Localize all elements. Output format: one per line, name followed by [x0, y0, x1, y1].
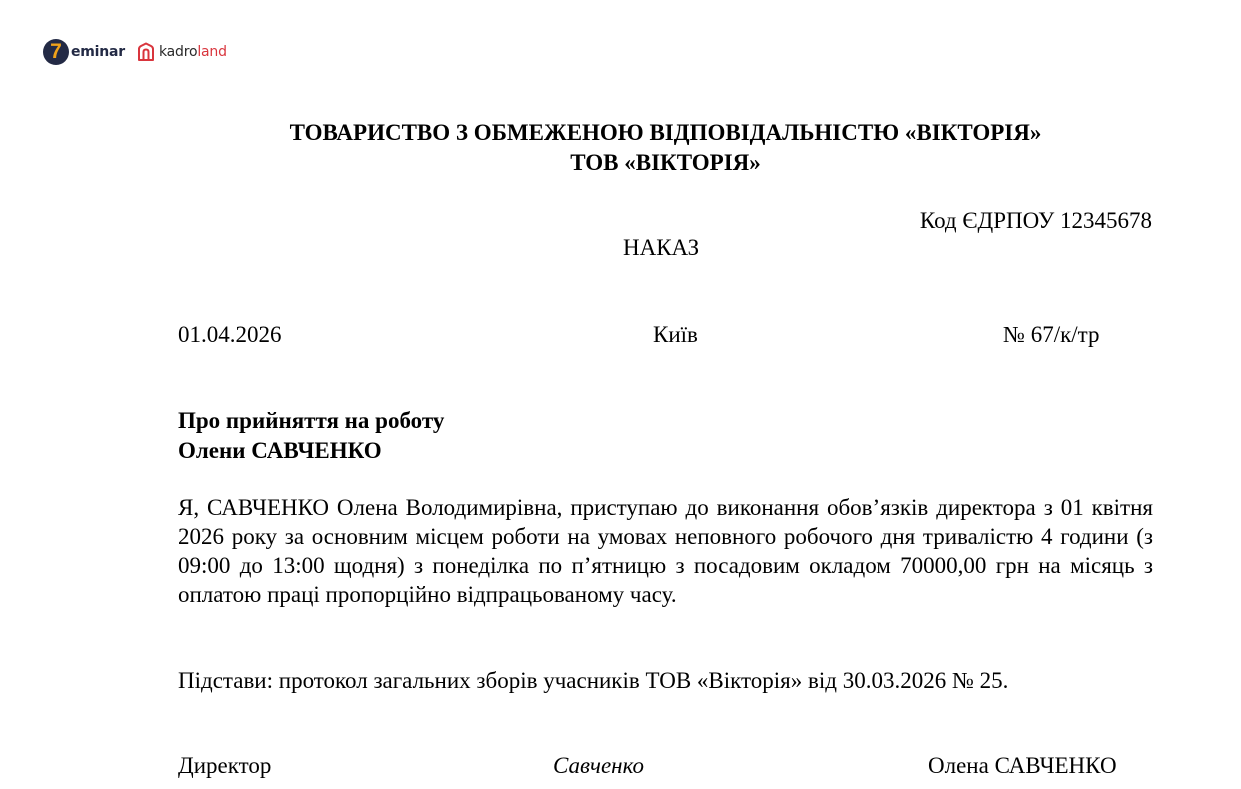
document-number: № 67/к/тр — [1003, 322, 1100, 347]
kadroland-logo — [137, 42, 227, 62]
signature: Савченко — [553, 753, 644, 778]
signatory-name: Олена САВЧЕНКО — [928, 753, 1117, 778]
subject-line-1: Про прийняття на роботу — [178, 408, 445, 433]
house-icon — [137, 42, 155, 62]
seminar-logo-icon — [43, 39, 69, 65]
kadroland-logo-text — [159, 44, 227, 60]
logos-bar — [43, 38, 227, 66]
org-short-name: ТОВ «ВІКТОРІЯ» — [570, 150, 761, 175]
org-full-name: ТОВАРИСТВО З ОБМЕЖЕНОЮ ВІДПОВІДАЛЬНІСТЮ «ВІКТОРІЯ» — [289, 120, 1042, 145]
document-city: Київ — [653, 322, 698, 347]
seminar-logo-digit: 7 — [50, 40, 62, 63]
subject-line-2: Олени САВЧЕНКО — [178, 438, 382, 463]
kadroland-text-part2: land — [197, 44, 227, 60]
edrpou-code: Код ЄДРПОУ 12345678 — [919, 208, 1152, 233]
seminar-logo — [43, 39, 125, 65]
document-date: 01.04.2026 — [178, 322, 282, 347]
document-basis: Підстави: протокол загальних зборів учасників ТОВ «Вікторія» від 30.03.2026 № 25. — [178, 668, 1009, 693]
document-body: Я, САВЧЕНКО Олена Володимирівна, приступаю до виконання обов’язків директора з 01 квітня 2026 року за основним місцем роботи на умовах неповного робочого дня тривалістю 4 години (з 09:00 до 13:00 щодня) з понеділка по п’ятницю з посадовим окладом 70000,00 грн на місяць з оплатою праці пропорційно відпрацьованому часу. — [178, 495, 1153, 607]
signatory-position: Директор — [178, 753, 272, 778]
document-subject — [178, 406, 444, 466]
seminar-logo-text: eminar — [71, 44, 126, 60]
document-type: НАКАЗ — [623, 235, 700, 260]
kadroland-text-part1: kadro — [159, 44, 198, 60]
